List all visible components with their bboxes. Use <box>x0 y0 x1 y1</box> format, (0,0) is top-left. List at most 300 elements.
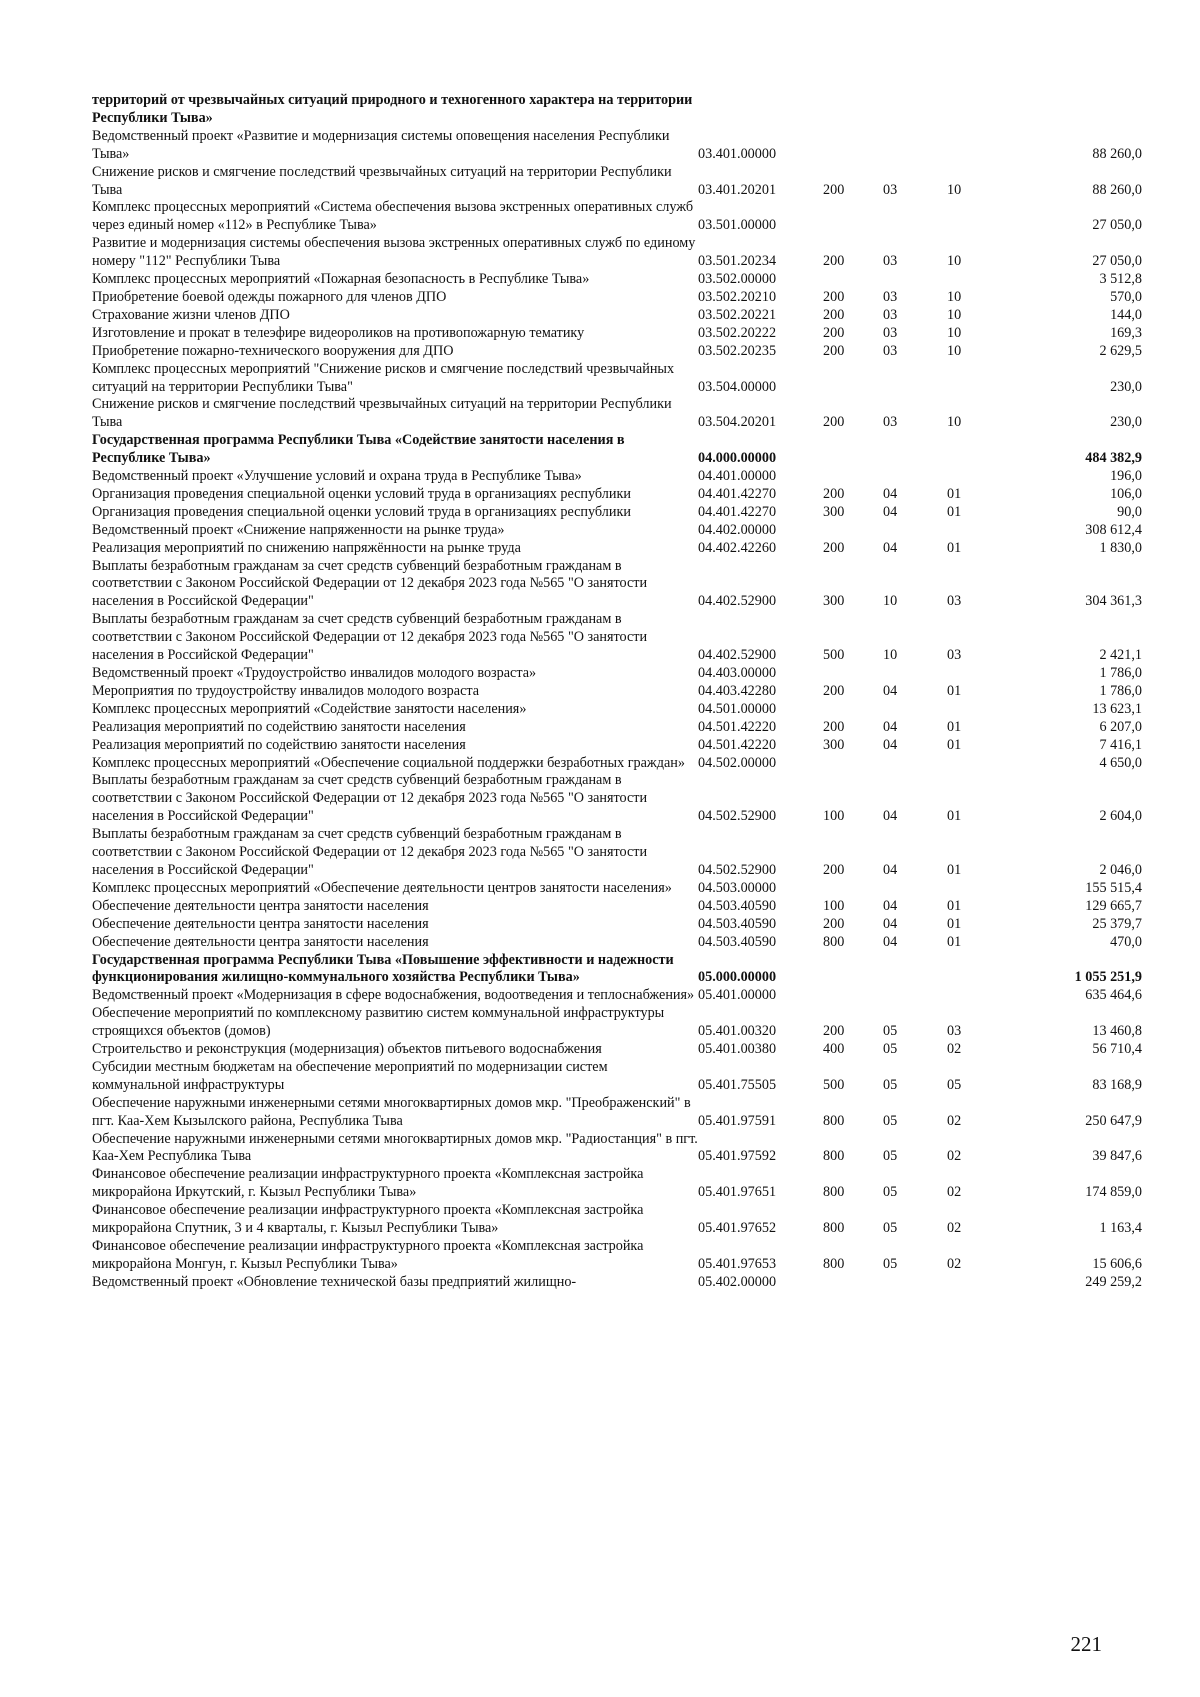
section-code <box>883 468 947 486</box>
table-row <box>92 128 1142 164</box>
table-row <box>92 952 1142 988</box>
amount: 83 168,9 <box>1092 1076 1142 1093</box>
target-code: 05.402.00000 <box>698 1273 777 1290</box>
amount: 2 629,5 <box>1099 342 1142 359</box>
table-row <box>92 1041 1142 1059</box>
target-code: 05.401.00380 <box>698 1041 777 1058</box>
amount: 230,0 <box>1110 378 1142 395</box>
item-name: Обеспечение деятельности центра занятости населения <box>92 915 429 932</box>
subsection-code: 01 <box>947 682 962 699</box>
amount: 25 379,7 <box>1092 915 1142 932</box>
expense-type: 200 <box>823 288 845 305</box>
amount: 155 515,4 <box>1085 879 1142 896</box>
target-code: 04.402.00000 <box>698 521 777 538</box>
section-code: 04 <box>883 485 898 502</box>
target-code: 04.403.00000 <box>698 665 777 681</box>
subsection-code: 01 <box>947 539 962 556</box>
subsection-code <box>947 128 1032 164</box>
section-code <box>883 432 947 468</box>
subsection-code <box>947 880 1032 898</box>
expense-type <box>823 92 883 128</box>
amount: 1 163,4 <box>1099 1220 1142 1237</box>
table-row <box>92 934 1142 952</box>
section-code: 05 <box>883 1112 898 1129</box>
table-row <box>92 665 1142 683</box>
target-code: 03.502.20235 <box>698 342 777 359</box>
subsection-code <box>947 1274 1032 1292</box>
item-name: Комплекс процессных мероприятий «Система обеспечения вызова экстренных оперативных служб через единый номер «112» в Республике Тыва» <box>92 199 694 234</box>
table-row <box>92 361 1142 397</box>
expense-type: 800 <box>823 1220 845 1237</box>
section-code: 04 <box>883 503 898 520</box>
target-code: 03.504.20201 <box>698 414 777 431</box>
subsection-code: 02 <box>947 1184 962 1201</box>
amount: 169,3 <box>1110 324 1142 341</box>
amount: 230,0 <box>1110 414 1142 431</box>
target-code: 05.401.00000 <box>698 987 777 1004</box>
table-row <box>92 755 1142 773</box>
table-row <box>92 235 1142 271</box>
expense-type <box>823 755 883 773</box>
section-code: 03 <box>883 324 898 341</box>
expense-type: 200 <box>823 861 845 878</box>
table-row <box>92 199 1142 235</box>
amount: 27 050,0 <box>1092 217 1142 234</box>
table-row <box>92 540 1142 558</box>
amount: 6 207,0 <box>1099 718 1142 735</box>
table-row <box>92 701 1142 719</box>
expense-type: 400 <box>823 1041 845 1058</box>
table-row <box>92 898 1142 916</box>
target-code: 05.401.00320 <box>698 1023 777 1040</box>
item-name: Строительство и реконструкция (модернизация) объектов питьевого водоснабжения <box>92 1041 602 1058</box>
subsection-code: 01 <box>947 861 962 878</box>
item-name: Выплаты безработным гражданам за счет средств субвенций безработным гражданам в соответствии с Законом Российской Федерации от 12 декабря 2023 года №565 "О занятости населения в Российской Федерации" <box>92 772 648 825</box>
target-code: 04.501.00000 <box>698 700 777 717</box>
section-code <box>883 755 947 773</box>
subsection-code: 03 <box>947 593 962 610</box>
expense-type <box>823 880 883 898</box>
subsection-code: 01 <box>947 808 962 825</box>
table-row <box>92 1095 1142 1131</box>
expense-type: 200 <box>823 414 845 431</box>
item-name: Приобретение боевой одежды пожарного для членов ДПО <box>92 288 447 305</box>
expense-type <box>823 665 883 683</box>
item-name: Субсидии местным бюджетам на обеспечение мероприятий по модернизации систем коммунальной инфраструктуры <box>92 1058 608 1093</box>
expense-type: 200 <box>823 539 845 556</box>
section-code <box>883 361 947 397</box>
target-code: 03.502.20210 <box>698 288 777 305</box>
subsection-code <box>947 468 1032 486</box>
expense-type: 500 <box>823 1076 845 1093</box>
section-code: 04 <box>883 539 898 556</box>
expense-type: 200 <box>823 324 845 341</box>
subsection-code: 02 <box>947 1041 962 1058</box>
subsection-code: 03 <box>947 647 962 664</box>
amount: 56 710,4 <box>1092 1041 1142 1058</box>
table-row <box>92 719 1142 737</box>
target-code: 05.000.00000 <box>698 969 777 986</box>
table-row <box>92 1005 1142 1041</box>
section-code <box>883 1274 947 1292</box>
item-name: Ведомственный проект «Трудоустройство инвалидов молодого возраста» <box>92 665 537 681</box>
target-code: 04.000.00000 <box>698 450 777 467</box>
expense-type: 300 <box>823 736 845 753</box>
amount: 27 050,0 <box>1092 253 1142 270</box>
section-code: 04 <box>883 736 898 753</box>
amount: 250 647,9 <box>1085 1112 1142 1129</box>
subsection-code: 01 <box>947 718 962 735</box>
section-code <box>883 271 947 289</box>
target-code: 04.402.52900 <box>698 593 777 610</box>
section-code: 05 <box>883 1148 898 1165</box>
item-name: Снижение рисков и смягчение последствий чрезвычайных ситуаций на территории Республики Тыва <box>92 163 672 198</box>
subsection-code <box>947 522 1032 540</box>
target-code: 04.503.40590 <box>698 897 777 914</box>
expense-type <box>823 271 883 289</box>
expense-type <box>823 199 883 235</box>
expense-type: 500 <box>823 647 845 664</box>
table-row <box>92 1202 1142 1238</box>
item-name: Реализация мероприятий по снижению напряжённости на рынке труда <box>92 539 521 556</box>
section-code: 10 <box>883 647 898 664</box>
target-code: 05.401.97653 <box>698 1255 777 1272</box>
table-row <box>92 1274 1142 1292</box>
table-row <box>92 343 1142 361</box>
table-row <box>92 987 1142 1005</box>
amount: 39 847,6 <box>1092 1148 1142 1165</box>
table-row <box>92 880 1142 898</box>
target-code: 04.401.42270 <box>698 485 777 502</box>
expense-type: 800 <box>823 1112 845 1129</box>
expense-type: 100 <box>823 897 845 914</box>
amount: 144,0 <box>1110 306 1142 323</box>
target-code: 04.501.42220 <box>698 718 777 735</box>
target-code: 03.501.20234 <box>698 253 777 270</box>
item-name: Выплаты безработным гражданам за счет средств субвенций безработным гражданам в соответствии с Законом Российской Федерации от 12 декабря 2023 года №565 "О занятости населения в Российской Федерации" <box>92 611 648 664</box>
subsection-code <box>947 701 1032 719</box>
table-row <box>92 1238 1142 1274</box>
section-code <box>883 880 947 898</box>
table-row <box>92 307 1142 325</box>
target-code: 05.401.75505 <box>698 1076 777 1093</box>
expense-type: 200 <box>823 1023 845 1040</box>
expense-type: 800 <box>823 933 845 950</box>
amount: 13 460,8 <box>1092 1023 1142 1040</box>
subsection-code: 10 <box>947 253 962 270</box>
expense-type: 300 <box>823 503 845 520</box>
expense-type: 200 <box>823 342 845 359</box>
amount: 129 665,7 <box>1085 897 1142 914</box>
amount: 304 361,3 <box>1085 593 1142 610</box>
target-code: 04.403.42280 <box>698 682 777 699</box>
target-code: 03.401.00000 <box>698 145 777 162</box>
expense-type <box>823 952 883 988</box>
target-code: 03.504.00000 <box>698 378 777 395</box>
target-code: 04.502.52900 <box>698 861 777 878</box>
section-code: 05 <box>883 1184 898 1201</box>
item-name: Страхование жизни членов ДПО <box>92 306 290 323</box>
table-row <box>92 558 1142 612</box>
table-row <box>92 164 1142 200</box>
table-row <box>92 432 1142 468</box>
item-name: Ведомственный проект «Развитие и модернизация системы оповещения населения Республики Тыва» <box>92 127 670 162</box>
item-name: Обеспечение мероприятий по комплексному развитию систем коммунальной инфраструктуры строящихся объектов (домов) <box>92 1005 665 1040</box>
target-code: 04.503.00000 <box>698 879 777 896</box>
amount: 635 464,6 <box>1085 987 1142 1004</box>
expense-type <box>823 701 883 719</box>
table-row <box>92 504 1142 522</box>
table-row <box>92 826 1142 880</box>
table-row <box>92 325 1142 343</box>
amount: 470,0 <box>1110 933 1142 950</box>
subsection-code: 01 <box>947 915 962 932</box>
item-name: Финансовое обеспечение реализации инфраструктурного проекта «Комплексная застройка микрорайона Монгун, г. Кызыл Республики Тыва» <box>92 1238 644 1272</box>
target-code: 05.401.97651 <box>698 1184 777 1201</box>
table-row <box>92 289 1142 307</box>
subsection-code: 01 <box>947 933 962 950</box>
expense-type <box>823 522 883 540</box>
target-code: 03.502.20222 <box>698 324 777 341</box>
table-row <box>92 611 1142 665</box>
target-code: 04.402.52900 <box>698 647 777 664</box>
expense-type: 200 <box>823 306 845 323</box>
table-row <box>92 1131 1142 1167</box>
amount: 174 859,0 <box>1085 1184 1142 1201</box>
target-code: 03.502.20221 <box>698 306 777 323</box>
section-code <box>883 701 947 719</box>
amount: 7 416,1 <box>1099 736 1142 753</box>
amount: 2 421,1 <box>1099 647 1142 664</box>
amount: 1 830,0 <box>1099 539 1142 556</box>
table-row <box>92 468 1142 486</box>
item-name: Реализация мероприятий по содействию занятости населения <box>92 736 466 753</box>
item-name: Комплекс процессных мероприятий «Содействие занятости населения» <box>92 700 527 717</box>
item-name: Ведомственный проект «Снижение напряженности на рынке труда» <box>92 521 505 538</box>
amount: 1 055 251,9 <box>1074 969 1142 986</box>
section-code: 04 <box>883 718 898 735</box>
item-name: Реализация мероприятий по содействию занятости населения <box>92 718 466 735</box>
item-name: Обеспечение деятельности центра занятости населения <box>92 897 429 914</box>
subsection-code: 02 <box>947 1112 962 1129</box>
item-name: Комплекс процессных мероприятий "Снижение рисков и смягчение последствий чрезвычайных ситуаций на территории Республики Тыва" <box>92 360 675 395</box>
subsection-code: 01 <box>947 897 962 914</box>
item-name: Обеспечение наружными инженерными сетями многоквартирных домов мкр. "Радиостанция" в пгт. Каа-Хем Республика Тыва <box>92 1130 698 1165</box>
table-row <box>92 1166 1142 1202</box>
amount: 1 786,0 <box>1099 665 1142 681</box>
target-code: 04.503.40590 <box>698 915 777 932</box>
section-code <box>883 199 947 235</box>
expense-type: 200 <box>823 718 845 735</box>
expense-type: 200 <box>823 181 845 198</box>
expense-type: 200 <box>823 682 845 699</box>
amount: 13 623,1 <box>1092 700 1142 717</box>
subsection-code <box>947 92 1032 128</box>
section-code: 05 <box>883 1076 898 1093</box>
expense-type: 100 <box>823 808 845 825</box>
amount: 249 259,2 <box>1085 1273 1142 1290</box>
section-code: 05 <box>883 1255 898 1272</box>
item-name: Ведомственный проект «Обновление технической базы предприятий жилищно- <box>92 1273 577 1290</box>
item-name: Комплекс процессных мероприятий «Обеспечение деятельности центров занятости населения» <box>92 879 672 896</box>
item-name: Обеспечение наружными инженерными сетями многоквартирных домов мкр. "Преображенский" в пгт. Каа-Хем Кызылского района, Республика Тыва <box>92 1094 691 1129</box>
item-name: Финансовое обеспечение реализации инфраструктурного проекта «Комплексная застройка микрорайона Иркутский, г. Кызыл Республики Тыва» <box>92 1166 644 1201</box>
target-code: 04.402.42260 <box>698 539 777 556</box>
table-row <box>92 92 1142 128</box>
table-row <box>92 522 1142 540</box>
subsection-code <box>947 755 1032 773</box>
section-code: 04 <box>883 915 898 932</box>
amount: 570,0 <box>1110 288 1142 305</box>
subsection-code <box>947 361 1032 397</box>
section-code: 03 <box>883 342 898 359</box>
expense-type <box>823 1274 883 1292</box>
amount: 4 650,0 <box>1099 754 1142 771</box>
subsection-code: 02 <box>947 1220 962 1237</box>
section-code: 03 <box>883 253 898 270</box>
target-code: 05.401.97652 <box>698 1220 777 1237</box>
expense-type <box>823 432 883 468</box>
item-name: Финансовое обеспечение реализации инфраструктурного проекта «Комплексная застройка микрорайона Спутник, 3 и 4 кварталы, г. Кызыл Республики Тыва» <box>92 1202 644 1237</box>
subsection-code: 01 <box>947 485 962 502</box>
subsection-code: 10 <box>947 324 962 341</box>
item-name: Комплекс процессных мероприятий «Пожарная безопасность в Республике Тыва» <box>92 271 590 288</box>
item-name: Организация проведения специальной оценки условий труда в организациях республики <box>92 503 631 520</box>
target-code: 04.401.42270 <box>698 503 777 520</box>
amount: 106,0 <box>1110 485 1142 502</box>
item-name: территорий от чрезвычайных ситуаций природного и техногенного характера на территории Республики Тыва» <box>92 92 693 126</box>
subsection-code: 10 <box>947 288 962 305</box>
subsection-code <box>947 987 1032 1005</box>
subsection-code: 10 <box>947 306 962 323</box>
amount: 484 382,9 <box>1085 450 1142 467</box>
target-code <box>698 92 823 128</box>
section-code: 04 <box>883 933 898 950</box>
expense-type <box>823 361 883 397</box>
section-code: 05 <box>883 1220 898 1237</box>
expense-type: 200 <box>823 253 845 270</box>
target-code: 04.502.00000 <box>698 754 777 771</box>
budget-table <box>92 92 1142 1292</box>
expense-type: 200 <box>823 485 845 502</box>
target-code: 04.502.52900 <box>698 808 777 825</box>
page-number: 221 <box>1070 1632 1102 1656</box>
subsection-code: 10 <box>947 414 962 431</box>
table-row <box>92 1059 1142 1095</box>
section-code: 04 <box>883 861 898 878</box>
expense-type: 800 <box>823 1255 845 1272</box>
item-name: Ведомственный проект «Модернизация в сфере водоснабжения, водоотведения и теплоснабжения» <box>92 987 695 1004</box>
section-code: 03 <box>883 306 898 323</box>
amount: 308 612,4 <box>1085 521 1142 538</box>
item-name: Комплекс процессных мероприятий «Обеспечение социальной поддержки безработных граждан» <box>92 754 685 771</box>
amount: 2 604,0 <box>1099 808 1142 825</box>
subsection-code: 01 <box>947 736 962 753</box>
expense-type: 800 <box>823 1184 845 1201</box>
subsection-code <box>947 271 1032 289</box>
item-name: Обеспечение деятельности центра занятости населения <box>92 933 429 950</box>
section-code <box>883 522 947 540</box>
target-code: 03.502.00000 <box>698 271 777 288</box>
amount: 88 260,0 <box>1092 181 1142 198</box>
item-name: Приобретение пожарно-технического вооружения для ДПО <box>92 342 454 359</box>
expense-type <box>823 128 883 164</box>
item-name: Снижение рисков и смягчение последствий чрезвычайных ситуаций на территории Республики Тыва <box>92 396 672 431</box>
target-code: 03.401.20201 <box>698 181 777 198</box>
section-code: 03 <box>883 181 898 198</box>
section-code: 05 <box>883 1023 898 1040</box>
target-code: 05.401.97591 <box>698 1112 777 1129</box>
table-row <box>92 737 1142 755</box>
subsection-code: 01 <box>947 503 962 520</box>
subsection-code: 10 <box>947 342 962 359</box>
target-code: 04.401.00000 <box>698 468 777 485</box>
table-row <box>92 772 1142 826</box>
item-name: Организация проведения специальной оценки условий труда в организациях республики <box>92 485 631 502</box>
item-name: Развитие и модернизация системы обеспечения вызова экстренных оперативных служб по единому номеру "112" Республики Тыва <box>92 235 696 270</box>
subsection-code: 02 <box>947 1148 962 1165</box>
item-name: Государственная программа Республики Тыва «Содействие занятости населения в Республике Тыва» <box>92 432 625 467</box>
item-name: Ведомственный проект «Улучшение условий и охрана труда в Республике Тыва» <box>92 468 582 485</box>
subsection-code: 02 <box>947 1255 962 1272</box>
table-row <box>92 271 1142 289</box>
subsection-code: 05 <box>947 1076 962 1093</box>
amount: 90,0 <box>1117 503 1142 520</box>
section-code <box>883 665 947 683</box>
section-code: 03 <box>883 414 898 431</box>
amount: 15 606,6 <box>1092 1255 1142 1272</box>
item-name: Мероприятия по трудоустройству инвалидов молодого возраста <box>92 682 480 699</box>
section-code <box>883 987 947 1005</box>
amount: 88 260,0 <box>1092 145 1142 162</box>
section-code: 05 <box>883 1041 898 1058</box>
section-code: 10 <box>883 593 898 610</box>
subsection-code: 03 <box>947 1023 962 1040</box>
expense-type: 800 <box>823 1148 845 1165</box>
subsection-code <box>947 199 1032 235</box>
target-code: 04.503.40590 <box>698 933 777 950</box>
subsection-code <box>947 432 1032 468</box>
section-code: 04 <box>883 682 898 699</box>
expense-type <box>823 987 883 1005</box>
item-name: Государственная программа Республики Тыва «Повышение эффективности и надежности функционирования жилищно-коммунального хозяйства Республики Тыва» <box>92 951 674 986</box>
item-name: Выплаты безработным гражданам за счет средств субвенций безработным гражданам в соответствии с Законом Российской Федерации от 12 декабря 2023 года №565 "О занятости населения в Российской Федерации" <box>92 557 648 610</box>
section-code: 03 <box>883 288 898 305</box>
amount <box>1032 92 1142 128</box>
subsection-code <box>947 952 1032 988</box>
amount: 196,0 <box>1110 468 1142 485</box>
section-code <box>883 128 947 164</box>
item-name: Выплаты безработным гражданам за счет средств субвенций безработным гражданам в соответствии с Законом Российской Федерации от 12 декабря 2023 года №565 "О занятости населения в Российской Федерации" <box>92 826 648 878</box>
table-row <box>92 396 1142 432</box>
item-name: Изготовление и прокат в телеэфире видеороликов на противопожарную тематику <box>92 324 585 341</box>
target-code: 03.501.00000 <box>698 217 777 234</box>
subsection-code: 10 <box>947 181 962 198</box>
table-row <box>92 486 1142 504</box>
section-code: 04 <box>883 897 898 914</box>
target-code: 05.401.97592 <box>698 1148 777 1165</box>
subsection-code <box>947 665 1032 683</box>
expense-type: 300 <box>823 593 845 610</box>
budget-table-body <box>92 92 1142 1292</box>
amount: 1 786,0 <box>1099 682 1142 699</box>
section-code: 04 <box>883 808 898 825</box>
amount: 3 512,8 <box>1099 271 1142 288</box>
target-code: 04.501.42220 <box>698 736 777 753</box>
expense-type: 200 <box>823 915 845 932</box>
table-row <box>92 916 1142 934</box>
expense-type <box>823 468 883 486</box>
